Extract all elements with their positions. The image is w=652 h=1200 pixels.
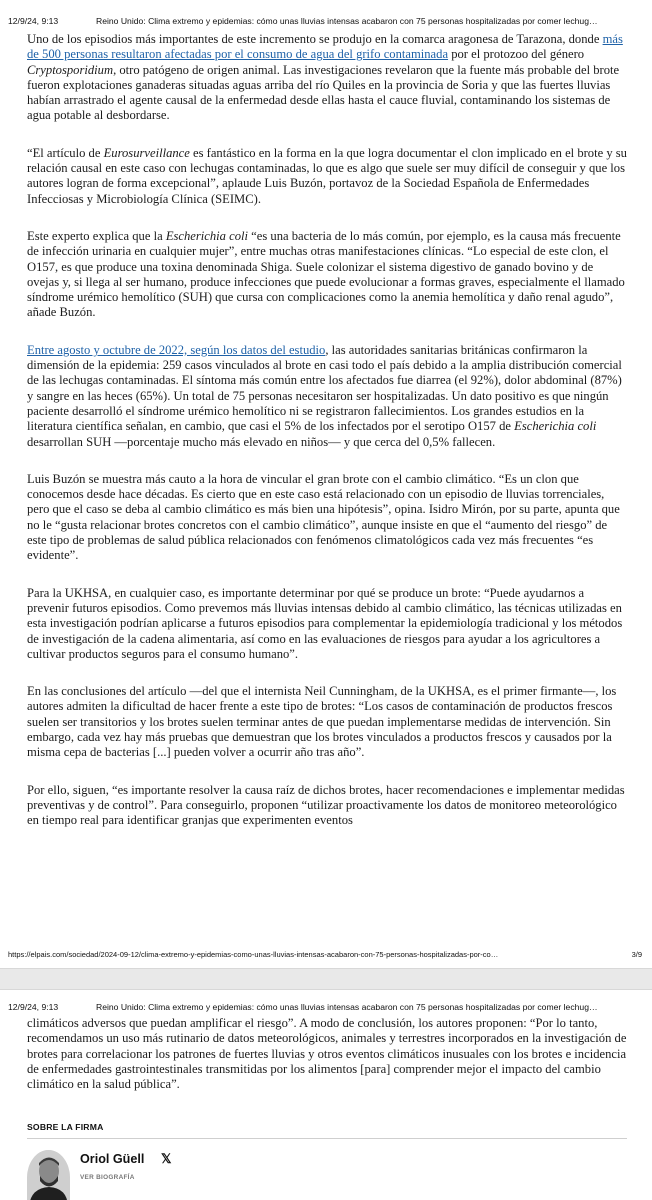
paragraph: “El artículo de Eurosurveillance es fantástico en la forma en la que logra documentar el clon implicado en el brote y su relación causal en este caso con lechugas contaminadas, lo que es algo que suele ser muy difícil de conseguir y que los autores logran de forma excepcional”, aplaude Luis Buzón, portavoz de la Sociedad Española de Enfermedades Infecciosas y Microbiología Clínica (SEIMC). [27, 145, 627, 206]
author-row [27, 1139, 627, 1200]
page-break [0, 968, 652, 990]
x-icon[interactable]: 𝕏 [161, 1151, 172, 1166]
author-name[interactable]: Oriol Güell [80, 1152, 145, 1166]
paragraph: climáticos adversos que puedan amplificar el riesgo”. A modo de conclusión, los autores proponen: “Por lo tanto, recomendamos un uso más rutinario de datos meteorológicos, animales y terrestres incorporados en la investigación de brotes para correlacionar los patrones de fuertes lluvias y otros eventos climáticos inusuales con los brotes e incidencia de enfermedades gastrointestinales transmitidas por los alimentos [para] comprender mejor el impacto del cambio climático en la salud pública”. [27, 1016, 627, 1092]
paragraph: Este experto explica que la Escherichia coli “es una bacteria de lo más común, por ejemplo, es la causa más frecuente de infección urinaria en cualquier mujer”, entre muchas otras manifestaciones clínicas. “Lo especial de este clon, el O157, es que produce una toxina denominada Shiga. Suele colonizar el sistema digestivo de ganado bovino y de ovejas y, si llega al ser humano, produce infecciones que puede evolucionar a formas graves, especialmente el llamado síndrome urémico hemolítico (SUH) que cursa con complicaciones como la anemia hemolítica y daño renal agudo”, añade Buzón. [27, 228, 625, 320]
print-header [0, 12, 652, 30]
print-title: Reino Unido: Clima extremo y epidemias: cómo unas lluvias intensas acabaron con 75 personas hospitalizadas por comer lechug… [96, 1002, 598, 1012]
link-tarazona-water[interactable]: más de 500 personas resultaron afectadas por el consumo de agua del grifo contaminada [27, 32, 623, 62]
paragraph: Entre agosto y octubre de 2022, según los datos del estudio, las autoridades sanitarias británicas confirmaron la dimensión de la epidemia: 259 casos vinculados al brote en casi todo el país debido a la amplia distribución comercial de las lechugas contaminadas. El síntoma más común entre los afectados fue diarrea (el 92%), dolor abdominal (87%) y sangre en las heces (65%). Un total de 75 personas necesitaron ser hospitalizadas. Un dato positivo es que ningún paciente desarrolló el síndrome urémico hemolítico ni se registraron fallecimientos. Los grandes estudios en la literatura científica señalan, en cambio, que casi el 5% de los infectados por el serotipo O157 de Escherichia coli desarrollan SUH —porcentaje mucho más elevado en niños— y que cerca del 0,5% fallecen. [27, 342, 622, 449]
print-url: https://elpais.com/sociedad/2024-09-12/clima-extremo-y-epidemias-como-unas-lluvias-intensas-acabaron-con-75-personas-hospitalizadas-por-co… [8, 950, 499, 959]
byline-section [27, 1122, 627, 1200]
bio-link[interactable]: VER BIOGRAFÍA [80, 1174, 135, 1181]
print-date: 12/9/24, 9:13 [8, 16, 59, 26]
article-body-page-1 [27, 32, 627, 850]
paragraph: Uno de los episodios más importantes de este incremento se produjo en la comarca aragonesa de Tarazona, donde más de 500 personas resultaron afectadas por el consumo de agua del grifo contaminada por el protozoo del género Cryptosporidium, otro patógeno de origen animal. Las investigaciones revelaron que la fuente más probable del brote fueron explotaciones ganaderas situadas aguas arriba del río Quiles en la provincia de Soria y que las fuertes lluvias habían arrastrado el agente causal de la enfermedad desde ellas hasta el cauce fluvial, contaminando los sistemas de agua potable al desbordarse. [27, 32, 623, 123]
link-study-data[interactable]: Entre agosto y octubre de 2022, según los datos del estudio [27, 342, 326, 357]
print-title: Reino Unido: Clima extremo y epidemias: cómo unas lluvias intensas acabaron con 75 personas hospitalizadas por comer lechug… [96, 16, 598, 26]
paragraph: En las conclusiones del artículo —del que el internista Neil Cunningham, de la UKHSA, es el primer firmante—, los autores admiten la dificultad de hacer frente a este tipo de brotes: “Los casos de contaminación de productos frescos suelen ser transitorios y los brotes suelen terminar antes de que puedan implementarse medidas de intervención. Sin embargo, cada vez hay más pruebas que demuestran que los brotes vinculados a productos frescos y causados por la misma cepa de bacterias [...] pueden volver a ocurrir año tras año”. [27, 684, 617, 760]
author-photo-icon [27, 1150, 70, 1200]
paragraph: Luis Buzón se muestra más cauto a la hora de vincular el gran brote con el cambio climático. “Es un clon que conocemos desde hace décadas. Es cierto que en este caso está relacionado con un episodio de lluvias torrenciales, pero que el caso se deba al cambio climático es más bien una hipótesis”, opina. Isidro Mirón, por su parte, apunta que no le “gusta relacionar brotes concretos con el cambio climático”, aunque insiste en que el “aumento del riesgo” de este tipo de problemas de salud pública relacionados con fenómenos climatológicos cada vez más frecuentes “es evidente”. [27, 471, 620, 563]
article-body-page-2 [27, 1016, 627, 1114]
page-number: 3/9 [631, 950, 642, 959]
avatar[interactable] [27, 1150, 70, 1200]
print-date: 12/9/24, 9:13 [8, 1002, 59, 1012]
byline-label: SOBRE LA FIRMA [27, 1122, 627, 1139]
paragraph: Por ello, siguen, “es importante resolver la causa raíz de dichos brotes, hacer recomendaciones e implementar medidas preventivas y de control”. Para conseguirlo, proponen “utilizar proactivamente los datos de monitoreo meteorológico en tiempo real para identificar granjas que experimenten eventos [27, 782, 625, 828]
print-header [0, 998, 652, 1016]
paragraph: Para la UKHSA, en cualquier caso, es importante determinar por qué se produce un brote: “Puede ayudarnos a prevenir futuros episodios. Como prevemos más lluvias intensas debido al cambio climático, las técnicas utilizadas en esta investigación podrían aplicarse a futuros episodios para complementar la epidemiología tradicional y los métodos de investigación de la cadena alimentaria, así como en las evaluaciones de riesgos para ayudar a los agricultores a cultivar productos seguros para el consumo humano”. [27, 585, 623, 661]
print-footer [0, 947, 652, 961]
